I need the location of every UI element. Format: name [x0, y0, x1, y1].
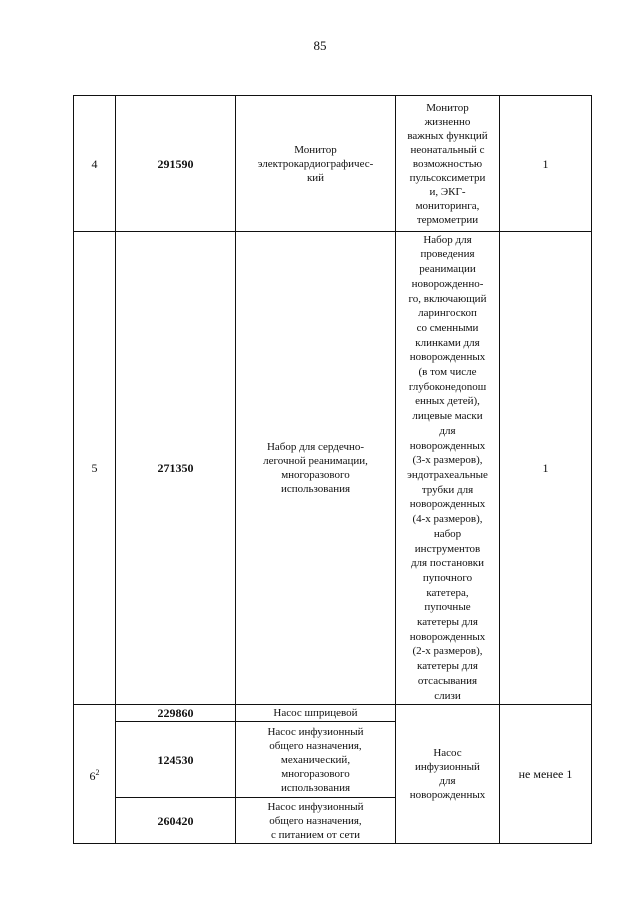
item-code: 229860 [116, 705, 236, 722]
row-number-superscript: 2 [95, 767, 100, 777]
item-description: Монитор жизненно важных функций неонатальный с возможностью пульсоксиметри и, ЭКГ- мониторинга, термометрии [396, 96, 500, 232]
item-name: Насос инфузионный общего назначения, механический, многоразового использования [236, 722, 396, 798]
table-row [74, 705, 592, 722]
item-quantity: 1 [500, 96, 592, 232]
item-description: Насос инфузионный для новорожденных [396, 705, 500, 844]
page-number: 85 [313, 38, 327, 53]
table-row [74, 232, 592, 705]
table-row [74, 96, 592, 232]
item-code: 271350 [116, 232, 236, 705]
equipment-table [73, 95, 592, 844]
item-name: Набор для сердечно- легочной реанимации, многоразового использования [236, 232, 396, 705]
row-number-main: 6 [89, 768, 96, 783]
row-number: 4 [74, 96, 116, 232]
row-number [74, 705, 116, 844]
item-quantity: 1 [500, 232, 592, 705]
item-description: Набор для проведения реанимации новорожденно- го, включающий ларингоскоп со сменными клинками для новорожденных (в том числе глубоконедоnош енных детей), лицевые маски для новорожденных (3-х размеров), эндотрахеальные трубки для новорожденных (4-х размеров), набор инструментов для постановки пупочного катетера, пупочные катетеры для новорожденных (2-х размеров), катетеры для отсасывания слизи [396, 232, 500, 705]
row-number: 5 [74, 232, 116, 705]
item-code: 260420 [116, 798, 236, 844]
item-name: Монитор электрокардиографичес- кий [236, 96, 396, 232]
item-code: 291590 [116, 96, 236, 232]
item-name: Насос инфузионный общего назначения, с питанием от сети [236, 798, 396, 844]
item-quantity: не менее 1 [500, 705, 592, 844]
item-name: Насос шприцевой [236, 705, 396, 722]
item-code: 124530 [116, 722, 236, 798]
